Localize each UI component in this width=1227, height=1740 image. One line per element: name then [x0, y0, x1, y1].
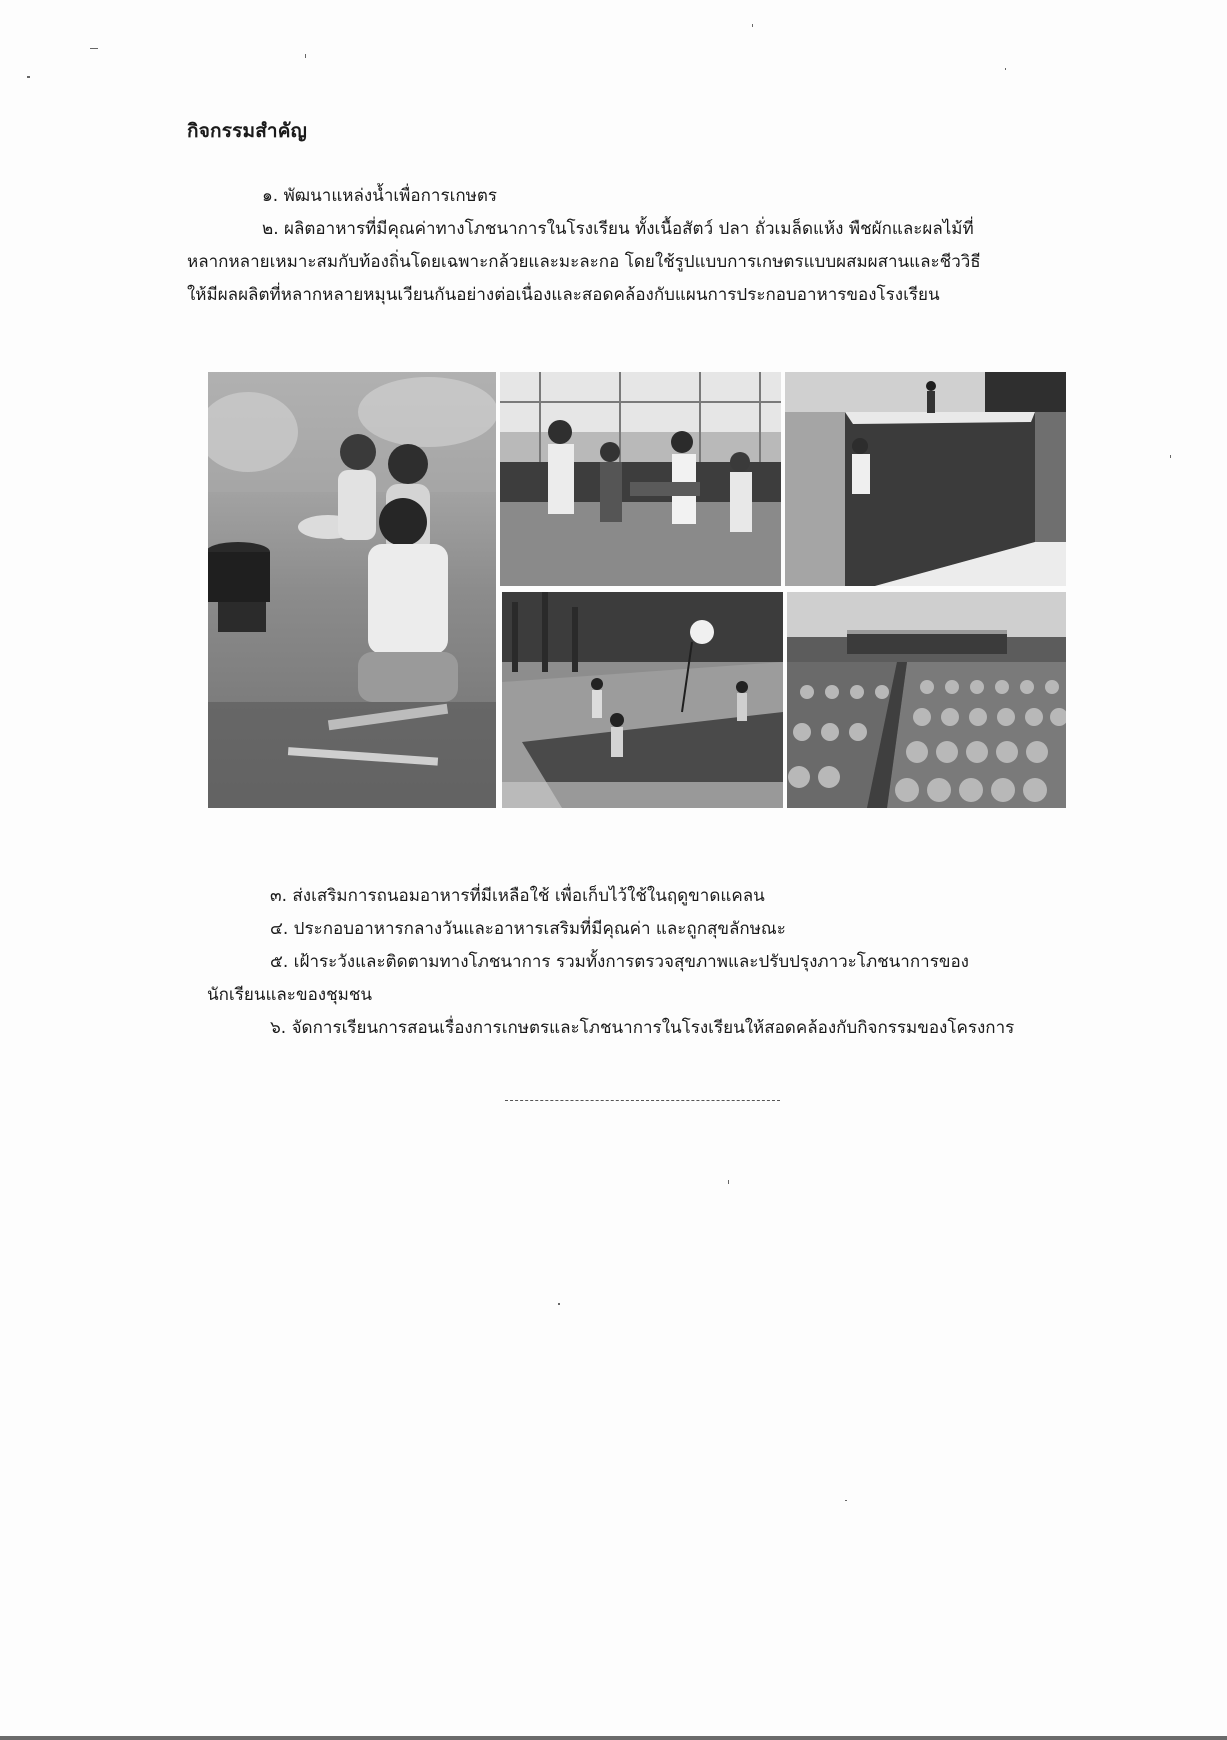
photo-vegetable-beds — [787, 592, 1066, 808]
scan-speck — [728, 1180, 729, 1184]
activity-item-3: ๓. ส่งเสริมการถนอมอาหารที่มีเหลือใช้ เพื่อเก็บไว้ใช้ในฤดูขาดแคลน — [270, 886, 765, 906]
activity-item-1: ๑. พัฒนาแหล่งน้ำเพื่อการเกษตร — [262, 186, 498, 206]
scan-speck — [1005, 68, 1006, 70]
activity-item-4: ๔. ประกอบอาหารกลางวันและอาหารเสริมที่มีคุณค่า และถูกสุขลักษณะ — [270, 919, 786, 939]
scan-speck — [558, 1303, 560, 1305]
scan-speck — [845, 1500, 847, 1501]
scan-speck — [1170, 455, 1171, 458]
scan-speck — [305, 54, 306, 58]
activity-item-5-line-1: ๕. เฝ้าระวังและติดตามทางโภชนาการ รวมทั้งการตรวจสุขภาพและปรับปรุงภาวะโภชนาการของ — [270, 952, 969, 972]
photo-fish-pond — [785, 372, 1066, 586]
activity-item-2-line-2: หลากหลายเหมาะสมกับท้องถิ่นโดยเฉพาะกล้วยและมะละกอ โดยใช้รูปแบบการเกษตรแบบผสมผสานและชีววิธี — [187, 252, 981, 272]
scan-speck — [752, 24, 753, 27]
activity-item-2-line-1: ๒. ผลิตอาหารที่มีคุณค่าทางโภชนาการในโรงเรียน ทั้งเนื้อสัตว์ ปลา ถั่วเมล็ดแห้ง พืชผักและผลไม้ที่ — [262, 219, 974, 239]
activity-item-2-line-3: ให้มีผลผลิตที่หลากหลายหมุนเวียนกันอย่างต่อเนื่องและสอดคล้องกับแผนการประกอบอาหารของโรงเรียน — [187, 285, 940, 305]
activity-item-6: ๖. จัดการเรียนการสอนเรื่องการเกษตรและโภชนาการในโรงเรียนให้สอดคล้องกับกิจกรรมของโครงการ — [270, 1018, 1015, 1038]
activity-item-5-line-2: นักเรียนและของชุมชน — [207, 985, 372, 1005]
scan-speck — [27, 76, 30, 78]
scan-speck — [90, 48, 98, 49]
photo-hillside-garden — [502, 592, 783, 808]
photo-collage — [208, 372, 1066, 808]
photo-seedling-greenhouse — [500, 372, 781, 586]
section-heading: กิจกรรมสำคัญ — [187, 120, 308, 142]
scan-bottom-edge — [0, 1736, 1227, 1740]
photo-children-cooking — [208, 372, 496, 808]
end-divider — [505, 1100, 780, 1101]
